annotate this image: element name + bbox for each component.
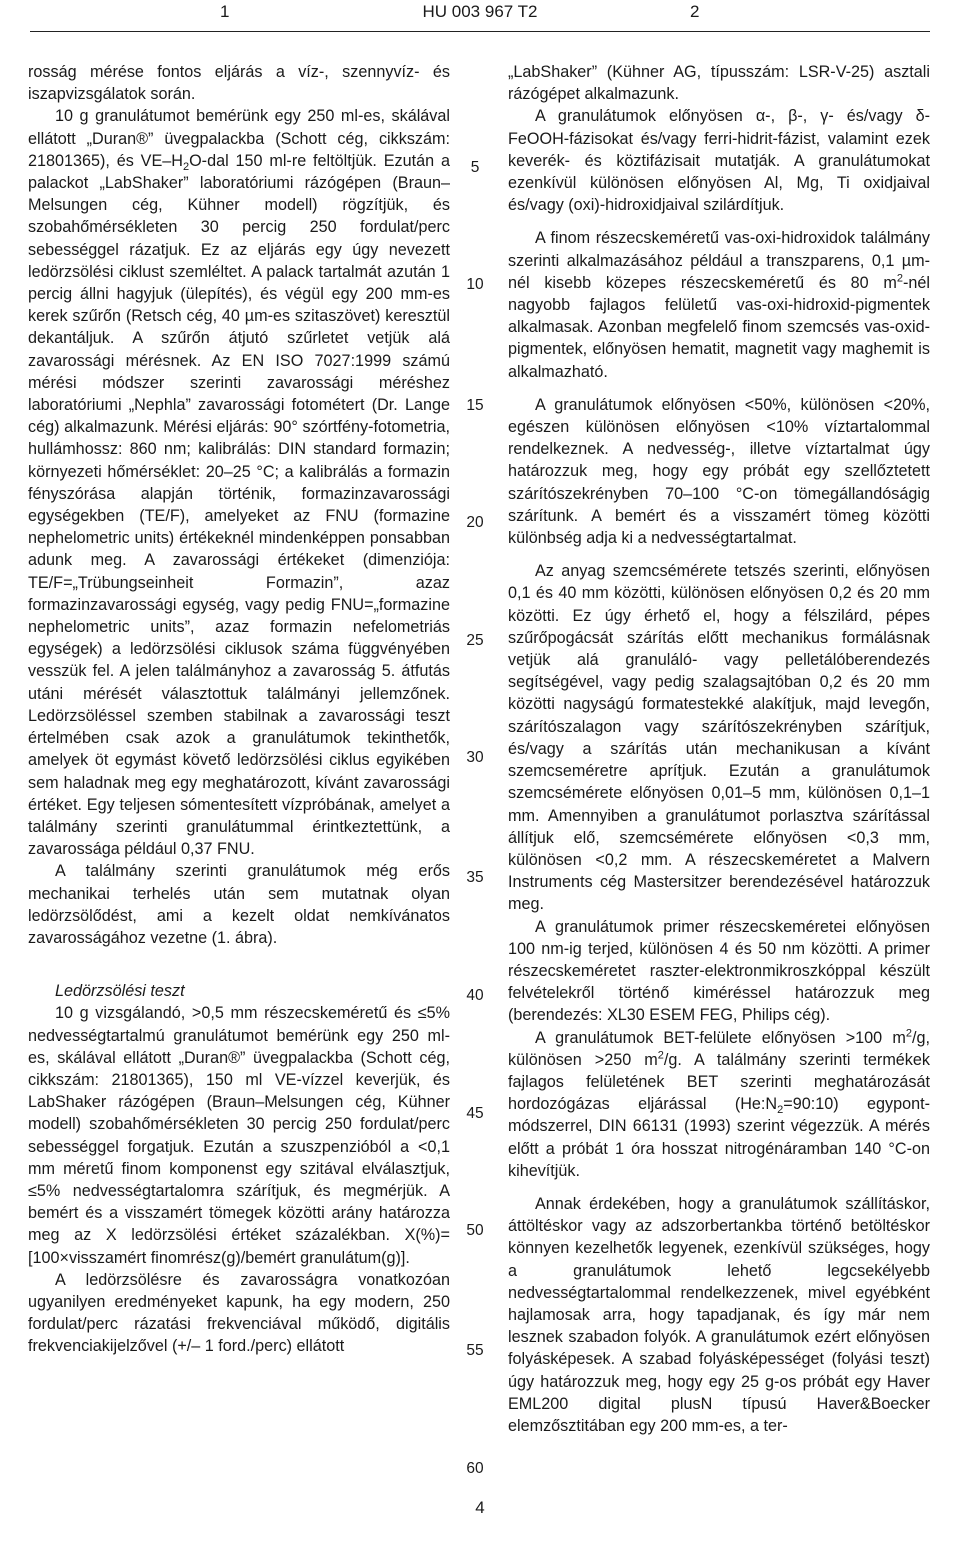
text-run: =90:10) egypont-módszerrel, DIN 66131 (1993) szerint végezzük. A mérés előtt a próbát 1 óra hosszat nitrogénáramban 140 °C-on kihevítjük. <box>508 1095 930 1180</box>
header-rule <box>30 31 930 32</box>
paragraph: Az anyag szemcsémérete tetszés szerinti, előnyösen 0,1 és 40 mm közötti, különösen előnyösen 0,2 és 20 mm közötti. Ez úgy érhető el, hogy a félszilárd, pépes szűrőpogácsát szárítás előtt mechanikus formálásnak vetjük alá granuláló- vagy pelletálóberendezés segítségével, vagy pedig szalagsajtóban 0,2 és 20 mm közötti nagyságú formatestekké alakítjuk, majd levegőn, szárítószalagon vagy szárítószekrényben szárítjuk, és/vagy a szárítás után mechanikusan a kívánt szemcseméretre aprítjuk. Ezután a granulátumok szemcsémérete előnyösen 0,01–5 mm, különösen 0,1–1 mm. Amennyiben a granulátumot porlasztva szárítással állítjuk elő, szemcsémérete előnyösen <0,3 mm, különösen <0,2 mm. A részecskeméretet a Malvern Instruments cég Mastersitzer berendezésével határozzuk meg. <box>508 562 930 914</box>
paragraph: A granulátumok előnyösen <50%, különösen <20%, egészen különösen előnyösen <10% víztartalommal rendelkeznek. A nedvesség-, illetve víztartalmat úgy határozzuk meg, hogy egy próbát egy szellőztetett szárítószekrényben 70–100 °C-on tömegállandóságig szárítunk. A bemért és a visszamért tömeg közötti különbség adja ki a nedvességtartalmat. <box>508 395 930 548</box>
paragraph: A ledörzsölésre és zavarosságra vonatkozóan ugyanilyen eredményeket kapunk, ha egy modern, 250 fordulat/perc rázatási frekvenciával működő, digitális frekvenciakijelzővel (+/– 1 ford./perc) ellátott <box>28 1270 450 1356</box>
text-run: O-dal 150 ml-re feltöltjük. Ezután a palackot „LabShaker” laboratóriumi rázógépen (Braun–Melsungen cég, Kühner modell) rögzítjük, és szobahőmérsékleten 30 percig 250 fordulat/perc sebességgel rázatjuk. Ez az eljárás egy úgy nevezett ledörzsölési ciklust szemléltet. A palack tartalmát azután 1 percig állni hagyjuk (ülepítés), és végül egy 200 mm-es kerek szűrőn (Retsch cég, 40 µm-es szitaszövet) keresztül dekantáljuk. A szűrőn átjutó szűrletet vetjük alá zavarossági mérésnek. Az EN ISO 7027:1999 számú mérési módszer szerinti zavarossági méréshez laboratóriumi „Nephla” zavarossági fotométert (Dr. Lange cég) alkalmazunk. Mérési eljárás: 90° szórtfény-fotometria, hullámhossz: 860 nm; kalibrálás: DIN standard formazin; környezeti hőmérséklet: 20–25 °C; a kalibrálás a formazin fényszórása alapján történik, formazinzavarossági egységekben (TE/F), amelyeket az FNU (formazine nephelometric units) értékeknél mindenképpen ponsabban adunk meg. A zavarossági értékeket (dimenziója: TE/F=„Trübungseinheit Formazin”, azaz formazinzavarossági egység, vagy pedig FNU=„formazine nephelometric units”, azaz formazin nefelometriás egységek) a ledörzsölési ciklusok száma függvényében vesszük fel. A jelen találmányhoz a zavarosság 5. átfutás utáni mérését választottuk találmányi jellemzőnek. Ledörzsöléssel szemben stabilnak a zavarossági teszt értelmében csak azok a granulátumok tekinthetők, amelyek öt egymást követő ledörzsölési ciklus egyikében sem haladnak meg egy meghatározott, kívánt zavarossági értéket. Egy teljesen sómentesített vízpróbának, amelyet a találmány szerinti granulátummal érintkeztettünk, a zavarossága például 0,37 FNU. <box>28 151 450 859</box>
subscript: 2 <box>777 1104 784 1117</box>
left-column-number: 1 <box>220 2 230 21</box>
line-number: 15 <box>466 397 484 414</box>
superscript: 2 <box>905 1027 912 1040</box>
page-number: 4 <box>475 1498 485 1517</box>
paragraph: A találmány szerinti granulátumok még erős mechanikai terhelés után sem mutatnak olyan ledörzsölődést, ami a kezelt oldat nemkívánatos zavarosságához vezetne (1. ábra). <box>28 862 450 947</box>
line-number: 25 <box>466 632 484 649</box>
superscript: 2 <box>657 1049 664 1062</box>
left-column <box>28 61 450 1358</box>
paragraph: „LabShaker” (Kühner AG, típusszám: LSR-V-25) asztali rázógépet alkalmazunk. <box>508 63 930 104</box>
line-number: 60 <box>466 1460 484 1477</box>
line-number: 30 <box>466 749 484 766</box>
line-number: 40 <box>466 987 484 1004</box>
paragraph <box>508 1027 930 1182</box>
line-number: 50 <box>466 1222 484 1239</box>
right-column-number: 2 <box>690 2 700 21</box>
text-run: /g, különösen >250 m <box>508 1028 930 1069</box>
text-run: 10 g granulátumot bemérünk egy 250 ml-es, skálával ellátott „Duran®” üvegpalackba (Schott cég, cikkszám: 21801365), és VE–H <box>28 107 450 170</box>
line-number: 35 <box>466 869 484 886</box>
subscript: 2 <box>182 161 190 174</box>
page-header <box>0 0 960 32</box>
paragraph: A granulátumok előnyösen α-, β-, γ- és/vagy δ-FeOOH-fázisokat és/vagy ferri-hidrit-fázist, valamint ezek keverék- és köztifázisait mutatják. A granulátumokat ezenkívül különösen előnyösen Al, Mg, Ti oxidjaival és/vagy (oxi)-hidroxidjaival szilárdítjuk. <box>508 107 930 215</box>
text-run: /g. A találmány szerinti termékek fajlagos felületének BET szerinti meghatározását hordozógázas eljárással (He:N <box>508 1050 930 1114</box>
paragraph <box>508 227 930 382</box>
patent-id: HU 003 967 T2 <box>422 2 538 21</box>
paragraph <box>28 105 450 860</box>
right-column <box>508 61 930 1437</box>
text-run: -nél nagyobb fajlagos felületű vas-oxi-hidroxid-pigmentek alkalmasak. Azonban megfelelő finom szemcsés vas-oxid-pigmentek, előnyösen hematit, magnetit vagy maghemit is alkalmazható. <box>508 273 930 381</box>
paragraph: rosság mérése fontos eljárás a víz-, szennyvíz- és iszapvizsgálatok során. <box>28 63 450 104</box>
line-number: 55 <box>466 1342 484 1359</box>
text-run: A finom részecskeméretű vas-oxi-hidroxidok találmány szerinti alkalmazásához például a transzparens, 0,1 µm-nél kisebb közepes részecskeméretű és 80 m <box>508 229 930 292</box>
section-heading: Ledörzsölési teszt <box>55 982 185 1001</box>
line-number: 45 <box>466 1105 484 1122</box>
paragraph: 10 g vizsgálandó, >0,5 mm részecskeméretű és ≤5% nedvességtartalmú granulátumot bemérünk egy 250 ml-es, skálával ellátott „Duran®” üvegpalackba (Schott cég, cikkszám: 21801365), 150 ml VE-vízzel keverjük, és LabShaker rázógépen (Braun–Melsungen cég, Kühner modell) szobahőmérsékleten 30 percig 250 fordulat/perc sebességgel forgatjuk. Ezután a szuszpenzióból a <0,1 mm méretű finom komponenst egy szitával elválasztjuk, ≤5% nedvességtartalomra szárítjuk, és megmérjük. A bemért és a visszamért tömegek közötti arány határozza meg az X ledörzsölési értéket százalékban. X(%)=[100×visszamért finomrész(g)/bemért granulátum(g)]. <box>28 1004 450 1267</box>
line-number: 20 <box>466 514 484 531</box>
line-number: 10 <box>466 276 484 293</box>
superscript: 2 <box>896 272 903 285</box>
paragraph: Annak érdekében, hogy a granulátumok szállításkor, áttöltéskor vagy az adszorbertankba történő betöltéskor könnyen kezelhetők legyenek, ezenkívül szükséges, hogy a granulátumok lehető legcsekélyebb nedvességtartalommal rendelkezzenek, mivel egyébként hajlamosak arra, hogy tapadjanak, és így már nem lesznek szabadon folyók. A granulátumok ezért előnyösen folyásképesek. A szabad folyásképességet (folyási teszt) úgy határozzuk meg, hogy egy 25 g-os próbát egy Haver EML200 digital plusN típusú Haver&Boecker elemzősztitában egy 200 mm-es, a ter- <box>508 1194 930 1435</box>
line-number: 5 <box>470 159 480 176</box>
paragraph: A granulátumok primer részecskeméretei előnyösen 100 nm-ig terjed, különösen 4 és 50 nm közötti. A primer részecskeméretet raszter-elektronmikroszkóppal készült felvételekről történő kiméréssel határozzuk meg (berendezés: XL30 ESEM FEG, Philips cég). <box>508 917 930 1025</box>
text-run: A granulátumok BET-felülete előnyösen >100 m <box>535 1028 906 1047</box>
